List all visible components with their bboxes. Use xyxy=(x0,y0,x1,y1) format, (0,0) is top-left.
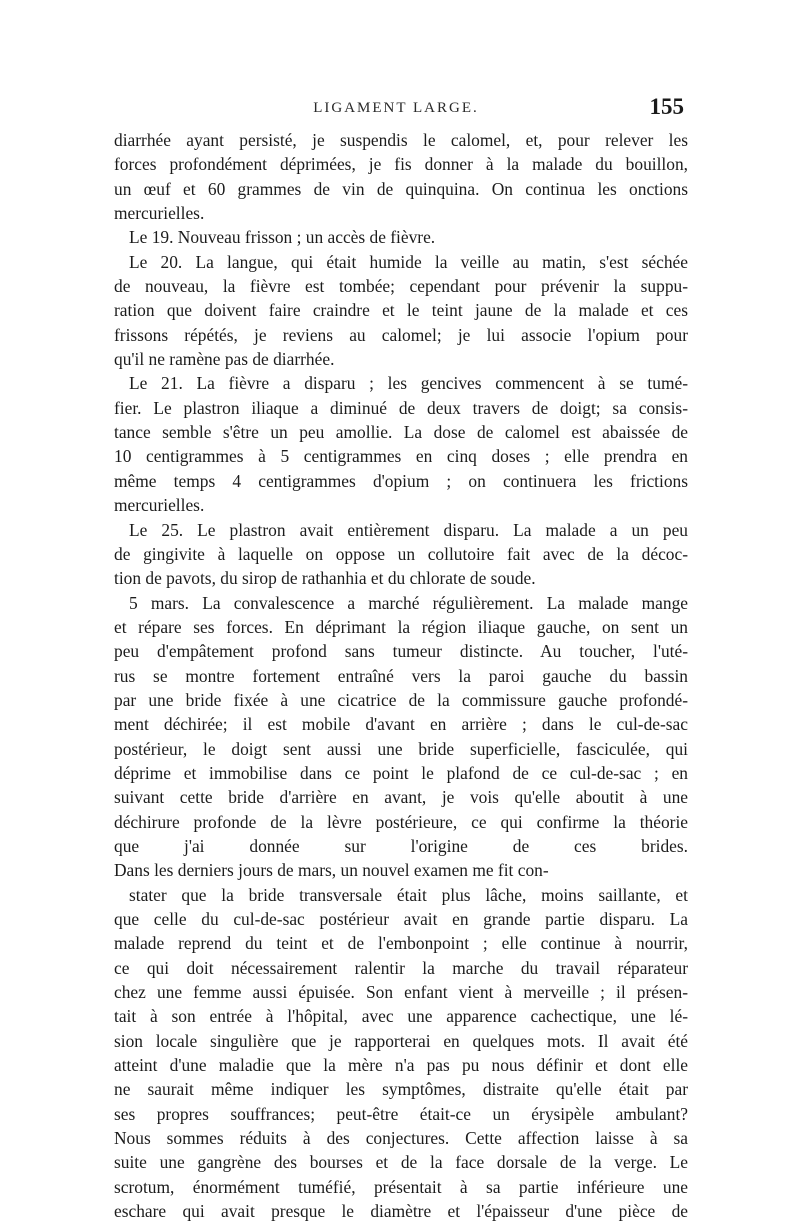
text-line: suivant cette bride d'arrière en avant, je vois qu'elle aboutit à une xyxy=(114,787,688,808)
body-text xyxy=(114,128,688,1223)
text-line: par une bride fixée à une cicatrice de la commissure gauche profondé- xyxy=(114,689,688,710)
text-line: fier. Le plastron iliaque a diminué de deux travers de doigt; sa consis- xyxy=(114,397,688,418)
text-line: que celle du cul-de-sac postérieur avait en grande partie disparu. La xyxy=(114,909,688,929)
text-line: sion locale singulière que je rapporterai en quelques mots. Il avait été xyxy=(114,1030,688,1051)
running-title: LIGAMENT LARGE. xyxy=(313,100,479,116)
text-line: tance semble s'être un peu amollie. La dose de calomel est abaissée de xyxy=(114,422,688,443)
text-line: 5 mars. La convalescence a marché régulièrement. La malade mange xyxy=(129,592,688,613)
text-line: eschare qui avait presque le diamètre et l'épaisseur d'une pièce de xyxy=(114,1201,688,1222)
text-line: ne saurait même indiquer les symptômes, distraite qu'elle était par xyxy=(114,1079,688,1100)
text-line: qu'il ne ramène pas de diarrhée. xyxy=(114,349,335,370)
text-line: suite une gangrène des bourses et de la face dorsale de la verge. Le xyxy=(114,1152,688,1173)
text-line: ce qui doit nécessairement ralentir la marche du travail réparateur xyxy=(114,957,688,978)
text-line: ration que doivent faire craindre et le teint jaune de la malade et ces xyxy=(114,300,688,321)
text-line: chez une femme aussi épuisée. Son enfant vient à merveille ; il présen- xyxy=(114,982,688,1003)
text-line: même temps 4 centigrammes d'opium ; on continuera les frictions xyxy=(114,470,688,491)
text-line: atteint d'une maladie que la mère n'a pas pu nous définir et dont elle xyxy=(114,1055,688,1076)
text-line: de gingivite à laquelle on oppose un collutoire fait avec de la décoc- xyxy=(114,543,688,564)
text-line: Le 19. Nouveau frisson ; un accès de fièvre. xyxy=(129,227,436,248)
text-line: scrotum, énormément tuméfié, présentait à sa partie inférieure une xyxy=(114,1176,688,1197)
text-line: que j'ai donnée sur l'origine de ces brides. xyxy=(114,835,688,856)
text-line: et répare ses forces. En déprimant la région iliaque gauche, on sent un xyxy=(114,616,688,637)
text-line: peu d'empâtement profond sans tumeur distincte. Au toucher, l'uté- xyxy=(114,641,688,662)
text-line: un œuf et 60 grammes de vin de quinquina. On continua les onctions xyxy=(114,178,688,199)
text-line: Le 25. Le plastron avait entièrement disparu. La malade a un peu xyxy=(129,519,688,540)
text-line: mercurielles. xyxy=(114,203,205,224)
text-line: ment déchirée; il est mobile d'avant en arrière ; dans le cul-de-sac xyxy=(114,714,688,735)
text-line: déchirure profonde de la lèvre postérieure, ce qui confirme la théorie xyxy=(114,811,688,832)
text-line: forces profondément déprimées, je fis donner à la malade du bouillon, xyxy=(114,154,688,175)
text-line: Le 20. La langue, qui était humide la veille au matin, s'est séchée xyxy=(129,251,688,272)
text-line: déprime et immobilise dans ce point le plafond de ce cul-de-sac ; en xyxy=(114,762,688,783)
text-line: Dans les derniers jours de mars, un nouvel examen me fit con- xyxy=(114,860,549,881)
text-line: Le 21. La fièvre a disparu ; les gencives commencent à se tumé- xyxy=(129,373,688,394)
text-line: 10 centigrammes à 5 centigrammes en cinq doses ; elle prendra en xyxy=(114,446,688,467)
text-line: rus se montre fortement entraîné vers la paroi gauche du bassin xyxy=(114,665,688,686)
text-line: tion de pavots, du sirop de rathanhia et du chlorate de soude. xyxy=(114,568,536,589)
text-line: Nous sommes réduits à des conjectures. Cette affection laisse à sa xyxy=(114,1128,688,1149)
text-line: tait à son entrée à l'hôpital, avec une apparence cachectique, une lé- xyxy=(114,1006,688,1027)
text-line: ses propres souffrances; peut-être était-ce un érysipèle ambulant? xyxy=(114,1103,688,1124)
text-line: frissons répétés, je reviens au calomel; je lui associe l'opium pour xyxy=(114,324,688,345)
running-head xyxy=(108,94,684,126)
text-line: stater que la bride transversale était plus lâche, moins saillante, et xyxy=(129,884,688,905)
text-line: diarrhée ayant persisté, je suspendis le calomel, et, pour relever les xyxy=(114,130,688,150)
text-line: mercurielles. xyxy=(114,495,205,516)
page-number: 155 xyxy=(649,94,684,119)
text-line: de nouveau, la fièvre est tombée; cependant pour prévenir la suppu- xyxy=(114,276,688,297)
text-line: malade reprend du teint et de l'embonpoint ; elle continue à nourrir, xyxy=(114,933,688,954)
text-line: postérieur, le doigt sent aussi une bride superficielle, fasciculée, qui xyxy=(114,738,688,759)
